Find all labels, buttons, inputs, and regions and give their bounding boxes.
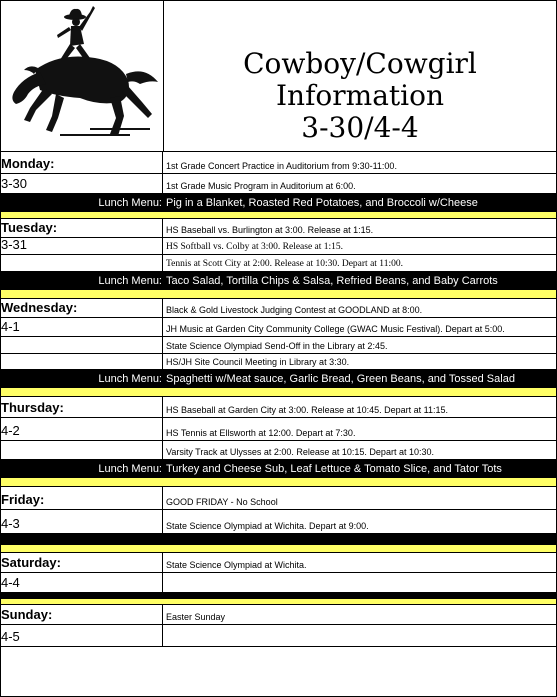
event-text: JH Music at Garden City Community College (GWAC Music Festival). Depart at 5:00. bbox=[166, 324, 505, 334]
day-date: 4-1 bbox=[0, 318, 163, 336]
day-name: Thursday: bbox=[0, 397, 163, 417]
lunch-menu-label: Lunch Menu: bbox=[98, 463, 162, 475]
day-name: Saturday: bbox=[0, 553, 163, 572]
day-name: Tuesday: bbox=[0, 219, 163, 237]
day-blank bbox=[0, 337, 163, 353]
event-text: Easter Sunday bbox=[166, 612, 226, 622]
event-text: HS Softball vs. Colby at 3:00. Release at 1:15. bbox=[166, 242, 344, 252]
event-text: State Science Olympiad Send-Off in the Library at 2:45. bbox=[166, 341, 388, 351]
table-row bbox=[0, 255, 556, 272]
lunch-menu-items: Spaghetti w/Meat sauce, Garlic Bread, Green Beans, and Tossed Salad bbox=[166, 373, 515, 385]
bronco-rider-logo-icon bbox=[0, 0, 163, 151]
day-name: Monday: bbox=[0, 152, 163, 173]
table-row bbox=[0, 152, 556, 174]
event-text bbox=[164, 625, 556, 646]
event-text: Varsity Track at Ulysses at 2:00. Release at 10:15. Depart at 10:30. bbox=[166, 447, 434, 457]
event-text: HS/JH Site Council Meeting in Library at 3:30. bbox=[166, 357, 350, 367]
event-text: Tennis at Scott City at 2:00. Release at 10:30. Depart at 11:00. bbox=[166, 259, 403, 269]
lunch-menu-label: Lunch Menu: bbox=[98, 373, 162, 385]
event-text: 1st Grade Music Program in Auditorium at 6:00. bbox=[166, 181, 356, 191]
table-row bbox=[0, 337, 556, 354]
day-name: Sunday: bbox=[0, 605, 163, 624]
table-row bbox=[0, 510, 556, 534]
yellow-divider bbox=[0, 388, 556, 397]
yellow-divider bbox=[0, 212, 556, 219]
day-date: 3-30 bbox=[0, 174, 163, 193]
table-row bbox=[0, 418, 556, 441]
table-row bbox=[0, 605, 556, 625]
day-date: 4-2 bbox=[0, 418, 163, 440]
event-text: 1st Grade Concert Practice in Auditorium from 9:30-11:00. bbox=[166, 161, 397, 171]
title-line-3: 3-30/4-4 bbox=[301, 111, 419, 144]
black-divider bbox=[0, 534, 556, 545]
table-row bbox=[0, 238, 556, 255]
event-text: State Science Olympiad at Wichita. Depart at 9:00. bbox=[166, 521, 369, 531]
title-line-2: Information bbox=[275, 79, 445, 112]
lunch-menu-label: Lunch Menu: bbox=[98, 275, 162, 287]
yellow-divider bbox=[0, 545, 556, 553]
day-blank bbox=[0, 255, 163, 271]
header bbox=[0, 0, 557, 152]
table-row bbox=[0, 397, 556, 418]
lunch-menu-row bbox=[0, 370, 556, 388]
event-text: Black & Gold Livestock Judging Contest at GOODLAND at 8:00. bbox=[166, 305, 423, 315]
table-row bbox=[0, 354, 556, 370]
table-row bbox=[0, 487, 556, 510]
lunch-menu-items: Taco Salad, Tortilla Chips & Salsa, Refried Beans, and Baby Carrots bbox=[166, 275, 498, 287]
day-date: 3-31 bbox=[0, 238, 163, 254]
event-text bbox=[164, 573, 556, 592]
table-row bbox=[0, 318, 556, 337]
lunch-menu-row bbox=[0, 194, 556, 212]
day-blank bbox=[0, 441, 163, 459]
title-line-1: Cowboy/Cowgirl bbox=[243, 47, 477, 80]
table-row bbox=[0, 219, 556, 238]
day-date: 4-3 bbox=[0, 510, 163, 533]
lunch-menu-row bbox=[0, 460, 556, 478]
table-row bbox=[0, 174, 556, 194]
event-text: HS Baseball vs. Burlington at 3:00. Release at 1:15. bbox=[166, 225, 374, 235]
lunch-menu-label: Lunch Menu: bbox=[98, 197, 162, 209]
lunch-menu-items: Pig in a Blanket, Roasted Red Potatoes, and Broccoli w/Cheese bbox=[166, 197, 478, 209]
table-row bbox=[0, 573, 556, 593]
lunch-menu-row bbox=[0, 272, 556, 290]
yellow-divider bbox=[0, 290, 556, 299]
lunch-menu-items: Turkey and Cheese Sub, Leaf Lettuce & Tomato Slice, and Tator Tots bbox=[166, 463, 502, 475]
day-date: 4-4 bbox=[0, 573, 163, 592]
schedule-table bbox=[0, 152, 556, 647]
table-row bbox=[0, 553, 556, 573]
day-name: Friday: bbox=[0, 487, 163, 509]
yellow-divider bbox=[0, 478, 556, 487]
event-text: State Science Olympiad at Wichita. bbox=[166, 560, 307, 570]
day-blank bbox=[0, 354, 163, 369]
table-row bbox=[0, 299, 556, 318]
table-row bbox=[0, 441, 556, 460]
page-title bbox=[164, 48, 556, 144]
table-row bbox=[0, 625, 556, 647]
event-text: HS Baseball at Garden City at 3:00. Release at 10:45. Depart at 11:15. bbox=[166, 405, 449, 415]
day-name: Wednesday: bbox=[0, 299, 163, 317]
event-text: HS Tennis at Ellsworth at 12:00. Depart at 7:30. bbox=[166, 428, 356, 438]
event-text: GOOD FRIDAY - No School bbox=[166, 497, 278, 507]
day-date: 4-5 bbox=[0, 625, 163, 646]
